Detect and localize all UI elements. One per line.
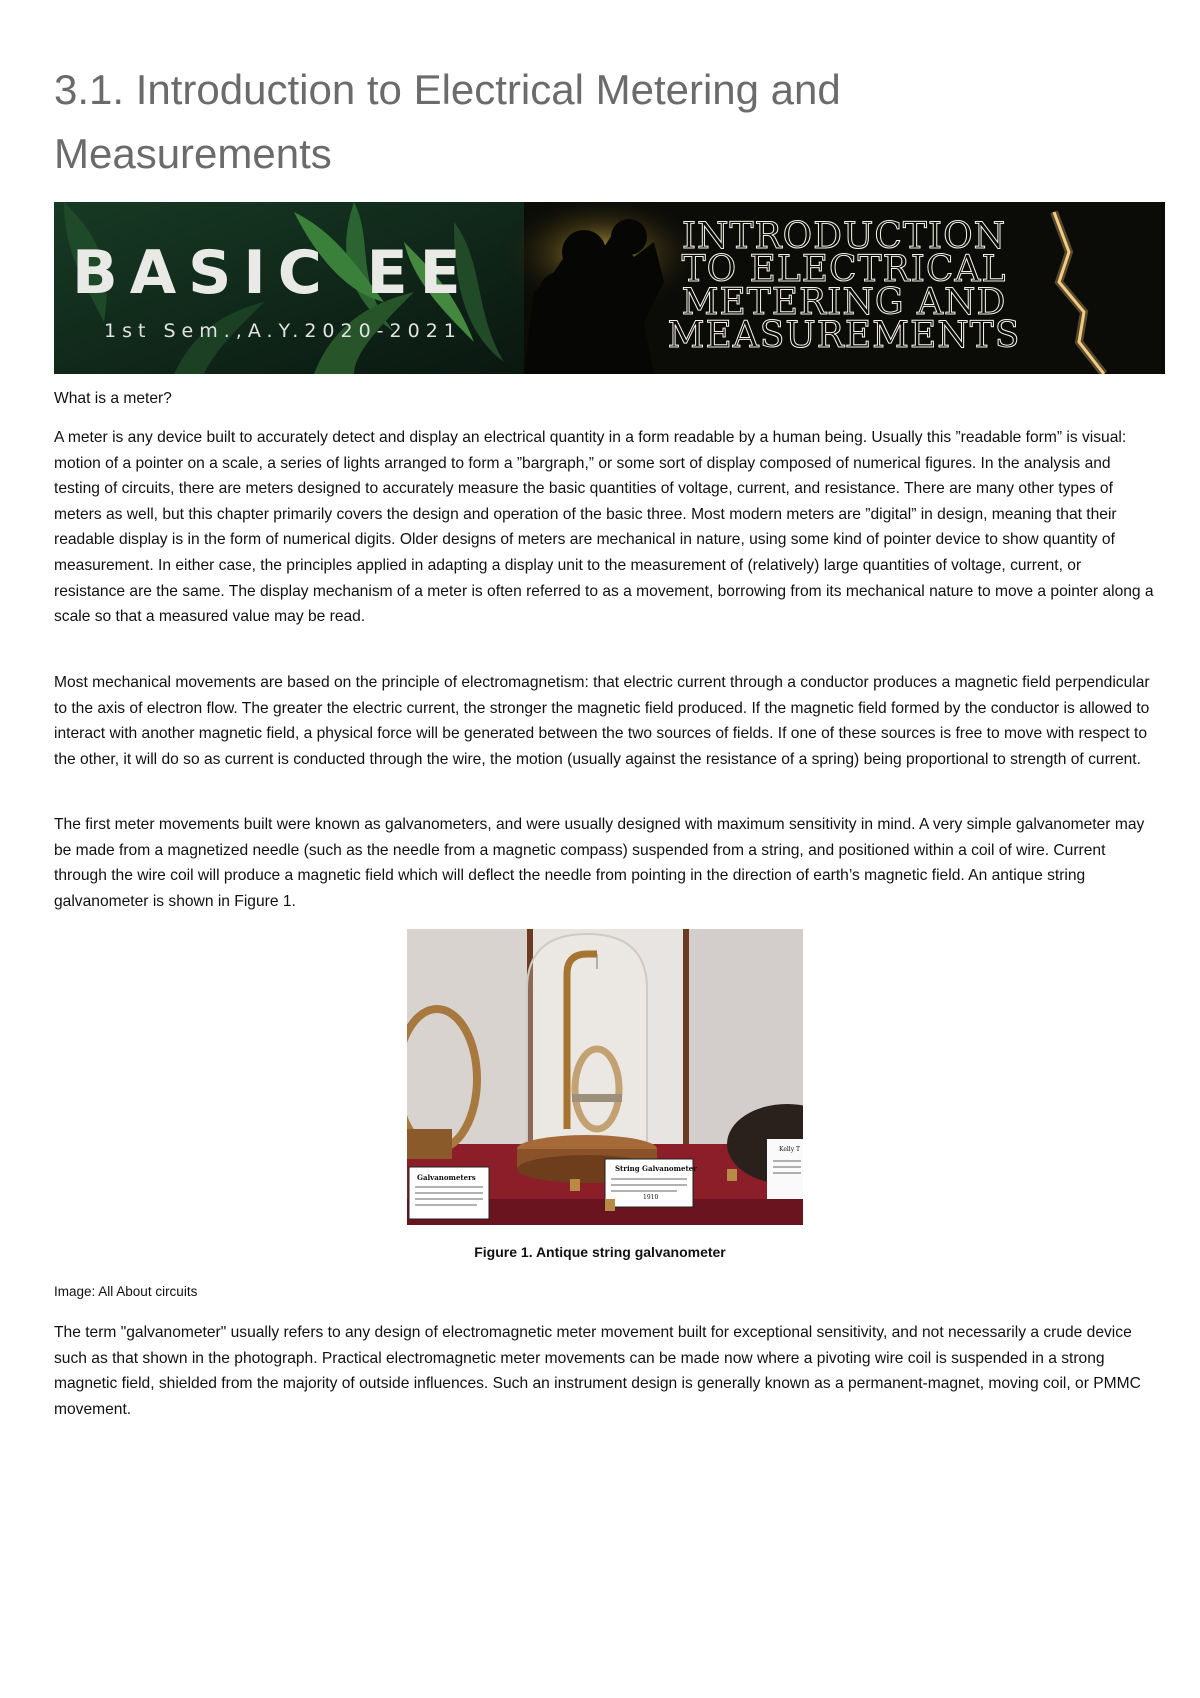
svg-text:String Galvanometer: String Galvanometer — [615, 1164, 697, 1173]
paragraph-galvanometers: The first meter movements built were known as galvanometers, and were usually designed with maximum sensitivity in mind. A very simple galvanometer may be made from a magnetized needle (such as the needle from a magnetic compass) suspended from a string, and positioned within a coil of wire. Current through the wire coil will produce a magnetic field which will deflect the needle from pointing in the direction of earth’s magnetic field. An antique string galvanometer is shown in Figure 1. — [54, 816, 1145, 910]
banner-left-title: BASIC EE — [72, 238, 473, 308]
galvanometer-photo — [407, 929, 803, 1225]
banner-right-title: INTRODUCTION TO ELECTRICAL METERING AND MEASUREMENTS — [667, 216, 1021, 356]
galvanometer-photo-drawing — [407, 929, 803, 1225]
svg-text:1910: 1910 — [643, 1194, 659, 1201]
banner-image — [54, 202, 1165, 374]
svg-text:Kelly T: Kelly T — [779, 1146, 801, 1153]
question-heading: What is a meter? — [54, 390, 172, 407]
banner-left-subtitle: 1st Sem.,A.Y.2020-2021 — [104, 320, 462, 342]
paragraph-electromagnetism: Most mechanical movements are based on the principle of electromagnetism: that electric current through a conductor produces a magnetic field perpendicular to the axis of electron flow. The greater the electric current, the stronger the magnetic field produced. If the magnetic field formed by the conductor is allowed to interact with another magnetic field, a physical force will be generated between the two sources of fields. If one of these sources is free to move with respect to the other, it will do so as current is conducted through the wire, the motion (usually against the resistance of a spring) being proportional to strength of current. — [54, 674, 1150, 768]
paragraph-pmmc: The term "galvanometer" usually refers to any design of electromagnetic meter movement built for exceptional sensitivity, and not necessarily a crude device such as that shown in the photograph. Practical electromagnetic meter movements can be made now where a pivoting wire coil is suspended in a strong magnetic field, shielded from the majority of outside influences. Such an instrument design is generally known as a permanent-magnet, moving coil, or PMMC movement. — [54, 1324, 1141, 1418]
page-title: 3.1. Introduction to Electrical Metering and Measurements — [54, 66, 841, 177]
svg-text:Galvanometers: Galvanometers — [417, 1173, 476, 1182]
figure-caption: Figure 1. Antique string galvanometer — [474, 1244, 726, 1260]
paragraph-meter-definition: A meter is any device built to accurately detect and display an electrical quantity in a form readable by a human being. Usually this ”readable form” is visual: motion of a pointer on a scale, a series of lights arranged to form a ”bargraph,” or some sort of display composed of numerical figures. In the analysis and testing of circuits, there are meters designed to accurately measure the basic quantities of voltage, current, and resistance. There are many other types of meters as well, but this chapter primarily covers the design and operation of the basic three. Most modern meters are ”digital” in design, meaning that their readable display is in the form of numerical digits. Older designs of meters are mechanical in nature, using some kind of pointer device to show quantity of measurement. In either case, the principles applied in adapting a display unit to the measurement of (relatively) large quantities of voltage, current, or resistance are the same. The display mechanism of a meter is often referred to as a movement, borrowing from its mechanical nature to move a pointer along a scale so that a measured value may be read. — [54, 429, 1154, 626]
image-credit: Image: All About circuits — [54, 1284, 198, 1299]
